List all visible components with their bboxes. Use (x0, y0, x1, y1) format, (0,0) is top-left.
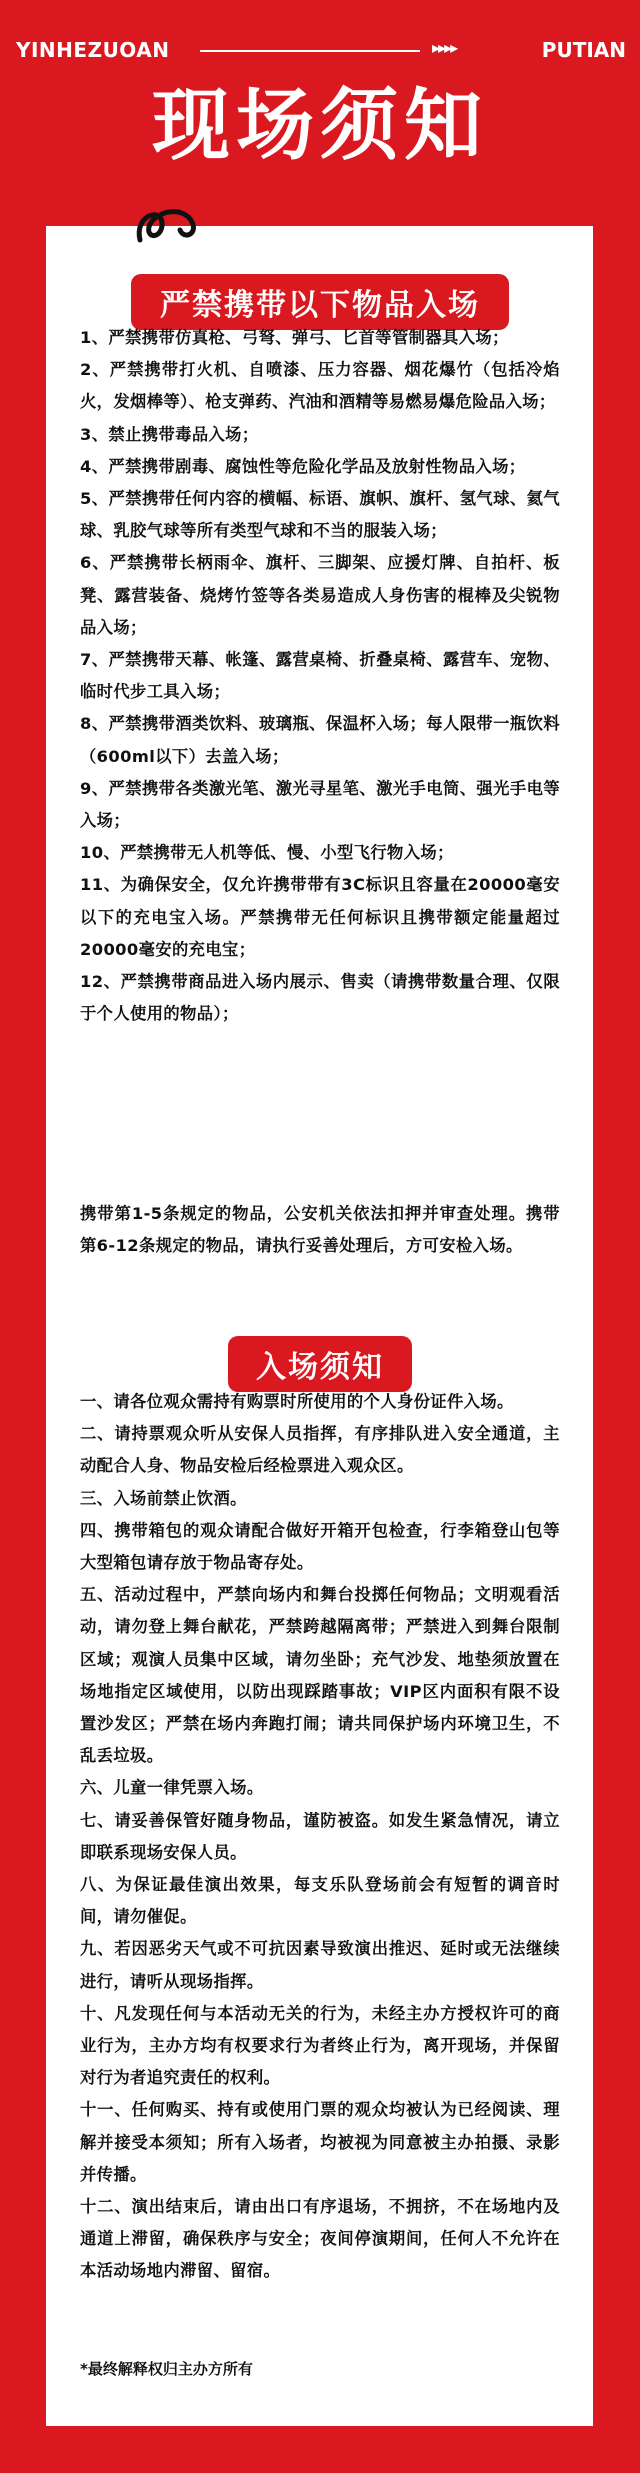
list-item: 四、携带箱包的观众请配合做好开箱开包检查，行李箱登山包等大型箱包请存放于物品寄存处。 (80, 1520, 560, 1573)
squiggle-decoration-icon (132, 200, 212, 260)
list-item: 11、为确保安全，仅允许携带带有3C标识且容量在20000毫安以下的充电宝入场。严禁携带无任何标识且携带额定能量超过20000毫安的充电宝； (80, 875, 560, 959)
brand-left: YINHEZUOAN (16, 38, 170, 62)
list-item: 4、严禁携带剧毒、腐蚀性等危险化学品及放射性物品入场； (80, 456, 526, 476)
list-item: 5、严禁携带任何内容的横幅、标语、旗帜、旗杆、氢气球、氦气球、乳胶气球等所有类型气球和不当的服装入场； (80, 489, 560, 541)
brand-right: PUTIAN (541, 38, 626, 62)
entry-rules-list (80, 1386, 560, 2288)
list-item: 十一、任何购买、持有或使用门票的观众均被认为已经阅读、理解并接受本须知；所有入场者，均被视为同意被主办拍摄、录影并传播。 (80, 2100, 560, 2184)
list-item: 三、入场前禁止饮酒。 (80, 1488, 247, 1508)
list-item: 12、严禁携带商品进入场内展示、售卖（请携带数量合理、仅限于个人使用的物品）； (80, 972, 560, 1024)
section-entry-title: 入场须知 (230, 1338, 410, 1390)
list-item: 二、请持票观众听从安保人员指挥，有序排队进入安全通道，主动配合人身、物品安检后经检票进入观众区。 (80, 1424, 560, 1476)
list-item: 3、禁止携带毒品入场； (80, 424, 259, 444)
list-item: 九、若因恶劣天气或不可抗因素导致演出推迟、延时或无法继续进行，请听从现场指挥。 (80, 1939, 560, 1991)
list-item: 十二、演出结束后，请由出口有序退场，不拥挤，不在场地内及通道上滞留，确保秩序与安全；夜间停演期间，任何人不允许在本活动场地内滞留、留宿。 (80, 2197, 560, 2281)
page-title: 现场须知 (151, 81, 488, 171)
list-item: 八、为保证最佳演出效果，每支乐队登场前会有短暂的调音时间，请勿催促。 (80, 1875, 560, 1927)
section-entry-header (0, 1338, 640, 1390)
list-item: 7、严禁携带天幕、帐篷、露营桌椅、折叠桌椅、露营车、宠物、临时代步工具入场； (80, 650, 560, 702)
prohibited-note (80, 1198, 560, 1262)
section-prohibited-title: 严禁携带以下物品入场 (133, 276, 507, 328)
prohibited-items-list (80, 322, 560, 1030)
list-item: 6、严禁携带长柄雨伞、旗杆、三脚架、应援灯牌、自拍杆、板凳、露营装备、烧烤竹签等各类易造成人身伤害的棍棒及尖锐物品入场； (80, 553, 560, 637)
list-item: 十、凡发现任何与本活动无关的行为，未经主办方授权许可的商业行为，主办方均有权要求行为者终止行为，离开现场，并保留对行为者追究责任的权利。 (80, 2003, 560, 2088)
arrows-icon: ▸▸▸▸ (432, 38, 457, 57)
note-text: 携带第1-5条规定的物品，公安机关依法扣押并审查处理。携带第6-12条规定的物品，请执行妥善处理后，方可安检入场。 (80, 1204, 560, 1256)
list-item: 9、严禁携带各类激光笔、激光寻星笔、激光手电筒、强光手电等入场； (80, 778, 560, 831)
list-item: 8、严禁携带酒类饮料、玻璃瓶、保温杯入场；每人限带一瓶饮料（600ml以下）去盖入场； (80, 714, 560, 766)
list-item: 一、请各位观众需持有购票时所使用的个人身份证件入场。 (80, 1392, 514, 1411)
top-bar (0, 38, 640, 62)
list-item: 五、活动过程中，严禁向场内和舞台投掷任何物品；文明观看活动，请勿登上舞台献花，严禁跨越隔离带；严禁进入到舞台限制区域；观演人员集中区域，请勿坐卧；充气沙发、地垫须放置在场地指定区域使用，以防出现踩踏事故；VIP区内面积有限不设置沙发区；严禁在场内奔跑打闹；请共同保护场内环境卫生，不乱丢垃圾。 (80, 1585, 560, 1766)
list-item: 10、严禁携带无人机等低、慢、小型飞行物入场； (80, 843, 454, 863)
divider-line (200, 50, 420, 52)
section-prohibited-header (0, 276, 640, 328)
list-item: 1、严禁携带仿真枪、弓弩、弹弓、匕首等管制器具入场； (80, 328, 509, 347)
list-item: 七、请妥善保管好随身物品，谨防被盗。如发生紧急情况，请立即联系现场安保人员。 (80, 1810, 560, 1862)
footnote: *最终解释权归主办方所有 (80, 2360, 253, 2378)
list-item: 六、儿童一律凭票入场。 (80, 1778, 264, 1798)
list-item: 2、严禁携带打火机、自喷漆、压力容器、烟花爆竹（包括冷焰火，发烟棒等）、枪支弹药、汽油和酒精等易燃易爆危险品入场； (80, 360, 560, 412)
